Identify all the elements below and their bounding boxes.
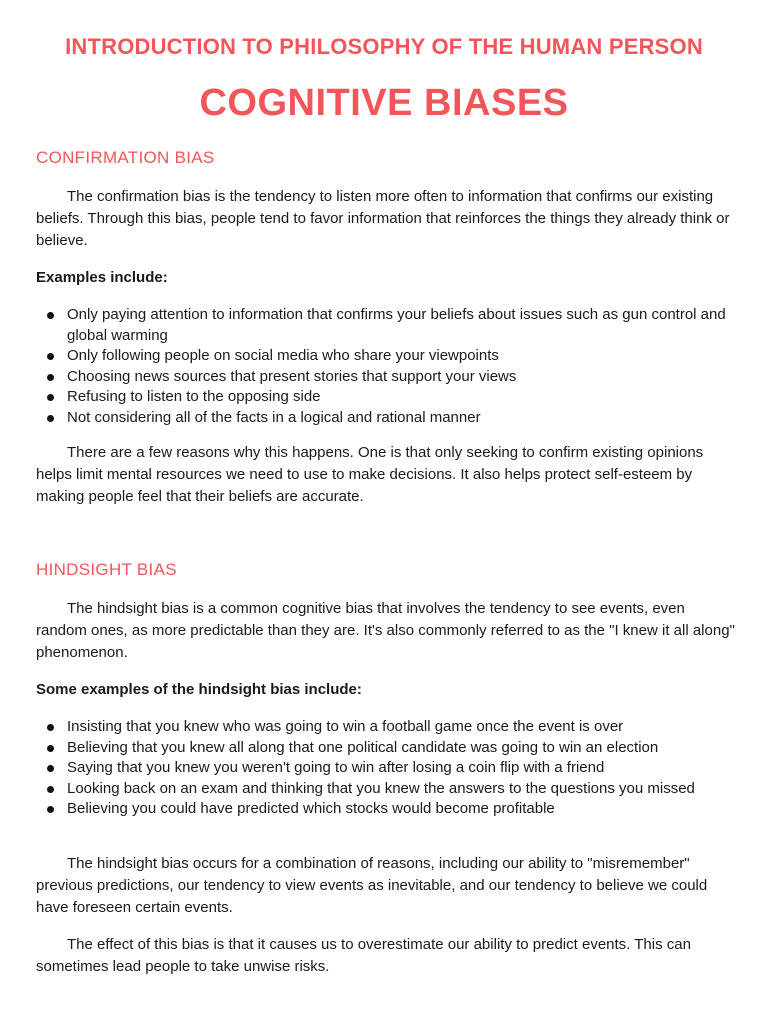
confirmation-bias-intro: The confirmation bias is the tendency to listen more often to information that confirms our existing beliefs. Through this bias, people tend to favor information that reinforces the things they already think or believe. xyxy=(36,188,730,249)
confirmation-bias-heading: CONFIRMATION BIAS xyxy=(36,148,215,167)
list-item xyxy=(36,758,736,779)
list-item xyxy=(36,779,736,800)
hindsight-bias-effect: The effect of this bias is that it causes us to overestimate our ability to predict events. This can sometimes lead people to take unwise risks. xyxy=(36,936,691,975)
list-item-text: Saying that you knew you weren't going to win after losing a coin flip with a friend xyxy=(67,759,605,776)
list-item xyxy=(36,799,736,820)
list-item-text: Choosing news sources that present stories that support your views xyxy=(67,367,517,385)
list-item-text: Looking back on an exam and thinking that you knew the answers to the questions you missed xyxy=(67,779,695,797)
hindsight-bias-intro: The hindsight bias is a common cognitive bias that involves the tendency to see events, even random ones, as more predictable than they are. It's also commonly referred to as the "I knew it all along" phenomenon. xyxy=(36,600,735,661)
bullet-icon xyxy=(47,786,54,793)
bullet-icon xyxy=(47,374,54,381)
bullet-icon xyxy=(47,394,54,401)
list-item xyxy=(36,305,736,346)
bullet-icon xyxy=(47,765,54,772)
bullet-icon xyxy=(47,806,54,813)
list-item xyxy=(36,408,736,429)
list-item-text: Only paying attention to information that confirms your beliefs about issues such as gun control and global warming xyxy=(67,306,726,344)
list-item-text: Believing you could have predicted which stocks would become profitable xyxy=(67,800,555,817)
list-item-text: Only following people on social media who share your viewpoints xyxy=(67,347,499,364)
list-item-text: Believing that you knew all along that one political candidate was going to win an election xyxy=(67,738,659,756)
list-item xyxy=(36,717,736,738)
bullet-icon xyxy=(47,745,54,752)
hindsight-bias-heading: HINDSIGHT BIAS xyxy=(36,560,177,579)
list-item-text: Not considering all of the facts in a logical and rational manner xyxy=(67,408,481,426)
hindsight-examples-list xyxy=(36,717,736,820)
hindsight-examples-label: Some examples of the hindsight bias include: xyxy=(36,681,362,698)
bullet-icon xyxy=(47,724,54,731)
page-title: COGNITIVE BIASES xyxy=(199,82,569,124)
list-item xyxy=(36,738,736,759)
list-item-text: Insisting that you knew who was going to win a football game once the event is over xyxy=(67,718,624,735)
bullet-icon xyxy=(47,312,54,319)
bullet-icon xyxy=(47,353,54,360)
confirmation-examples-list xyxy=(36,305,736,428)
bullet-icon xyxy=(47,415,54,422)
confirmation-examples-label: Examples include: xyxy=(36,269,168,286)
list-item xyxy=(36,387,736,408)
list-item-text: Refusing to listen to the opposing side xyxy=(67,388,321,405)
list-item xyxy=(36,367,736,388)
course-title: INTRODUCTION TO PHILOSOPHY OF THE HUMAN PERSON xyxy=(65,34,703,59)
hindsight-bias-reasons: The hindsight bias occurs for a combination of reasons, including our ability to "misremember" previous predictions, our tendency to view events as inevitable, and our tendency to believe we could have foreseen certain events. xyxy=(36,855,708,916)
confirmation-bias-reasons: There are a few reasons why this happens. One is that only seeking to confirm existing opinions helps limit mental resources we need to use to make decisions. It also helps protect self-esteem by making people feel that their beliefs are accurate. xyxy=(36,444,704,505)
list-item xyxy=(36,346,736,367)
